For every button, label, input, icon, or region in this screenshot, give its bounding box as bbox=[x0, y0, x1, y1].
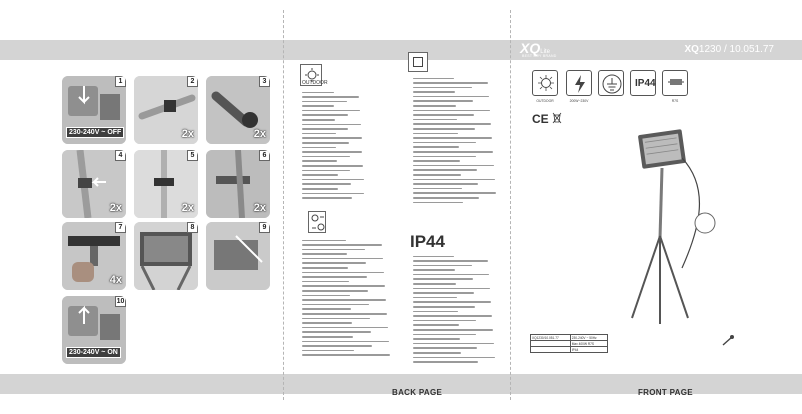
step-number: 3 bbox=[259, 76, 270, 87]
brand-tagline: BEST BUY BRAND bbox=[522, 54, 557, 58]
warning-text-block-3 bbox=[292, 238, 390, 357]
ip44-rating: IP44 bbox=[410, 232, 445, 251]
feature-label: OUTDOOR bbox=[536, 99, 554, 103]
step-number: 6 bbox=[259, 150, 270, 161]
model-number: XQ1230 / 10.051.77 bbox=[684, 44, 774, 55]
step-number: 4 bbox=[115, 150, 126, 161]
outdoor-label: OUTDOOR bbox=[302, 80, 328, 86]
step-photo-6 bbox=[206, 150, 270, 218]
wattage-icon bbox=[566, 70, 592, 96]
voltage-label: 230-240V ~ ON bbox=[66, 347, 121, 358]
brand-suffix: Lite bbox=[540, 49, 550, 55]
table-row: Max 400W R7S bbox=[531, 341, 608, 347]
step-photo-8 bbox=[134, 222, 198, 290]
ce-mark: CE bbox=[532, 112, 549, 126]
voltage-label: 230-240V ~ OFF bbox=[66, 127, 124, 138]
front-page-label: FRONT PAGE bbox=[638, 388, 693, 397]
step-number: 9 bbox=[259, 222, 270, 233]
feature-label: R7S bbox=[671, 99, 679, 103]
step-photo-2 bbox=[134, 76, 198, 144]
table-row: IP44 bbox=[531, 347, 608, 353]
quantity-label: 2x bbox=[181, 202, 194, 214]
outdoor-icon bbox=[532, 70, 558, 96]
feature-label: 200W~230V bbox=[569, 99, 589, 103]
step-number: 1 bbox=[115, 76, 126, 87]
fold-line-left bbox=[283, 10, 284, 400]
top-band bbox=[0, 40, 802, 60]
ip44-text: IP44 bbox=[635, 78, 656, 89]
warning-text-block-4 bbox=[403, 254, 495, 364]
quantity-label: 2x bbox=[253, 128, 266, 140]
double-insulation-icon bbox=[408, 52, 428, 72]
step-photo-9 bbox=[206, 222, 270, 290]
brand-name: XQ bbox=[520, 40, 541, 56]
step-number: 7 bbox=[115, 222, 126, 233]
warning-text-block-2 bbox=[403, 76, 496, 205]
warning-text-block-1 bbox=[292, 90, 364, 200]
safety-pictogram-icon bbox=[308, 211, 326, 233]
ip44-icon bbox=[630, 70, 656, 96]
earth-icon bbox=[598, 70, 624, 96]
step-photo-7 bbox=[62, 222, 126, 290]
step-number: 10 bbox=[116, 298, 125, 305]
step-number: 8 bbox=[187, 222, 198, 233]
quantity-label: 2x bbox=[253, 202, 266, 214]
step-photo-10 bbox=[62, 296, 126, 364]
floodlight-product-image bbox=[620, 128, 730, 328]
step-photo-5 bbox=[134, 150, 198, 218]
lamp-clip-icon bbox=[720, 334, 736, 348]
back-page-label: BACK PAGE bbox=[392, 388, 443, 397]
step-number: 5 bbox=[187, 150, 198, 161]
step-photo-3 bbox=[206, 76, 270, 144]
spec-table bbox=[530, 334, 608, 353]
step-photo-4 bbox=[62, 150, 126, 218]
weee-bin-icon bbox=[552, 112, 562, 124]
quantity-label: 2x bbox=[181, 128, 194, 140]
table-row: XQ1230/10.051.77 230-240V ~ 50Hz bbox=[531, 335, 608, 341]
step-photo-1 bbox=[62, 76, 126, 144]
step-number: 2 bbox=[187, 76, 198, 87]
fold-line-right bbox=[510, 10, 511, 400]
quantity-label: 2x bbox=[109, 202, 122, 214]
quantity-label: 4x bbox=[109, 274, 122, 286]
bulb-icon bbox=[662, 70, 688, 96]
